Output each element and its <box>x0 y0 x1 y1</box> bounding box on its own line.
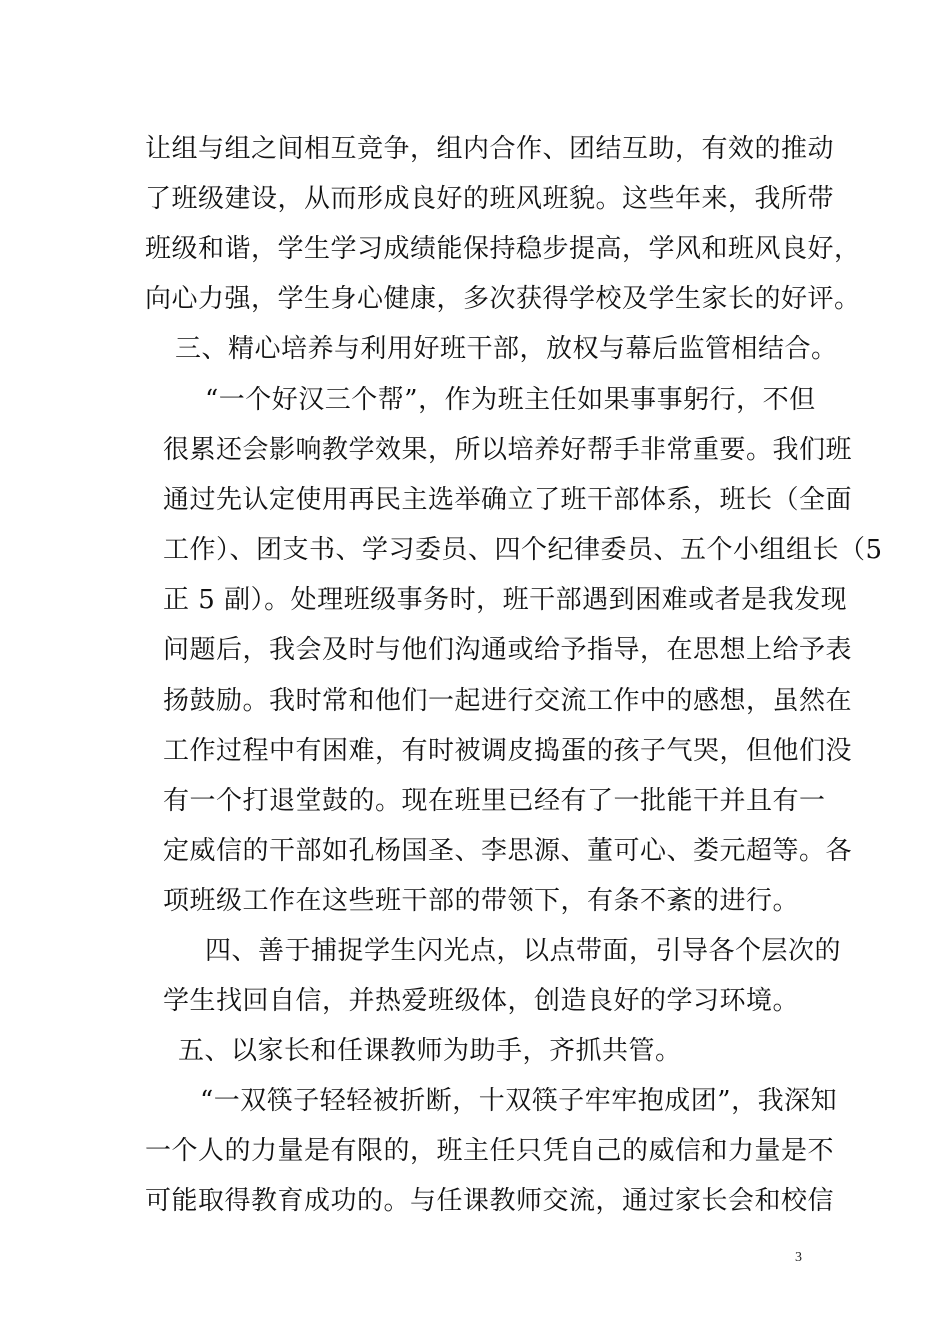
text-line: 通过先认定使用再民主选举确立了班干部体系，班长（全面 <box>163 485 853 515</box>
text-line: 有一个打退堂鼓的。现在班里已经有了一批能干并且有一 <box>163 786 826 816</box>
text-line: 班级和谐，学生学习成绩能保持稳步提高，学风和班风良好， <box>145 234 861 264</box>
text-line: 让组与组之间相互竞争，组内合作、团结互助，有效的推动 <box>145 134 835 164</box>
text-line: 问题后，我会及时与他们沟通或给予指导，在思想上给予表 <box>163 635 853 665</box>
section-heading: 三、精心培养与利用好班干部，放权与幕后监管相结合。 <box>175 334 838 364</box>
text-line: 工作）、团支书、学习委员、四个纪律委员、五个小组组长（5 <box>163 535 883 565</box>
text-line: 项班级工作在这些班干部的带领下，有条不紊的进行。 <box>163 886 800 916</box>
text-line: 可能取得教育成功的。与任课教师交流，通过家长会和校信 <box>145 1186 835 1216</box>
text-line: “一个好汉三个帮”，作为班主任如果事事躬行，不但 <box>205 385 816 415</box>
text-line: 学生找回自信，并热爱班级体，创造良好的学习环境。 <box>163 986 800 1016</box>
page-number: 3 <box>795 1250 802 1265</box>
text-line: 很累还会影响教学效果，所以培养好帮手非常重要。我们班 <box>163 435 853 465</box>
text-line: 正 5 副）。处理班级事务时，班干部遇到困难或者是我发现 <box>163 585 848 615</box>
section-heading: 五、以家长和任课教师为助手，齐抓共管。 <box>178 1036 682 1066</box>
section-heading: 四、善于捕捉学生闪光点，以点带面，引导各个层次的 <box>205 936 842 966</box>
text-line: 工作过程中有困难，有时被调皮捣蛋的孩子气哭，但他们没 <box>163 736 853 766</box>
text-line: 向心力强，学生身心健康，多次获得学校及学生家长的好评。 <box>145 284 861 314</box>
text-line: “一双筷子轻轻被折断，十双筷子牢牢抱成团”，我深知 <box>200 1086 838 1116</box>
text-line: 了班级建设，从而形成良好的班风班貌。这些年来，我所带 <box>145 184 835 214</box>
text-line: 一个人的力量是有限的，班主任只凭自己的威信和力量是不 <box>145 1136 835 1166</box>
text-line: 扬鼓励。我时常和他们一起进行交流工作中的感想，虽然在 <box>163 686 853 716</box>
text-line: 定威信的干部如孔杨国圣、李思源、董可心、娄元超等。各 <box>163 836 853 866</box>
